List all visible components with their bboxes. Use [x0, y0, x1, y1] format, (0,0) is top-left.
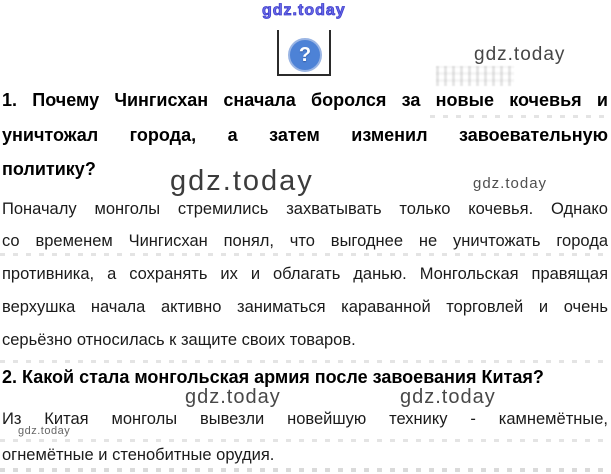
answer1-line-2: со временем Чингисхан понял, что выгоднее не уничтожать города: [2, 232, 608, 250]
watermark-bottom-small: gdz.today: [18, 425, 71, 437]
watermark-top-right: gdz.today: [474, 44, 566, 65]
scan-ghost-artifact: [436, 66, 514, 86]
question-icon-box: [277, 30, 331, 76]
scan-artifact: [0, 468, 611, 472]
watermark-q2-right: gdz.today: [400, 386, 496, 408]
answer1-line-5: серьёзно относилась к защите своих товаров.: [2, 331, 356, 349]
scan-artifact: [0, 360, 611, 363]
scan-artifact: [430, 115, 611, 118]
answer1-line-3: противника, а сохранять их и облагать данью. Монгольская правящая: [2, 265, 608, 283]
answer1-line-1: Поначалу монголы стремились захватывать только кочевья. Однако: [2, 200, 608, 218]
watermark-top-blue: gdz.today: [262, 2, 346, 19]
answer2-line-2: огнемётные и стенобитные орудия.: [2, 446, 275, 464]
watermark-middle-right: gdz.today: [473, 175, 548, 192]
question1-line-3: политику?: [2, 159, 96, 179]
question1-line-2: уничтожал города, а затем изменил завоевательную: [2, 125, 608, 145]
scan-artifact: [0, 253, 611, 256]
answer2-line-1: Из Китая монголы вывезли новейшую технику - камнемётные,: [2, 410, 608, 428]
question2-line-1: 2. Какой стала монгольская армия после завоевания Китая?: [2, 367, 544, 387]
question1-line-1: 1. Почему Чингисхан сначала боролся за новые кочевья и: [2, 90, 608, 110]
watermark-q2-left: gdz.today: [185, 386, 281, 408]
scan-artifact: [0, 439, 611, 442]
question-mark-icon: ?: [288, 38, 322, 72]
watermark-middle-large: gdz.today: [170, 165, 314, 197]
answer1-line-4: верхушка начала активно заниматься караванной торговлей и очень: [2, 298, 608, 316]
